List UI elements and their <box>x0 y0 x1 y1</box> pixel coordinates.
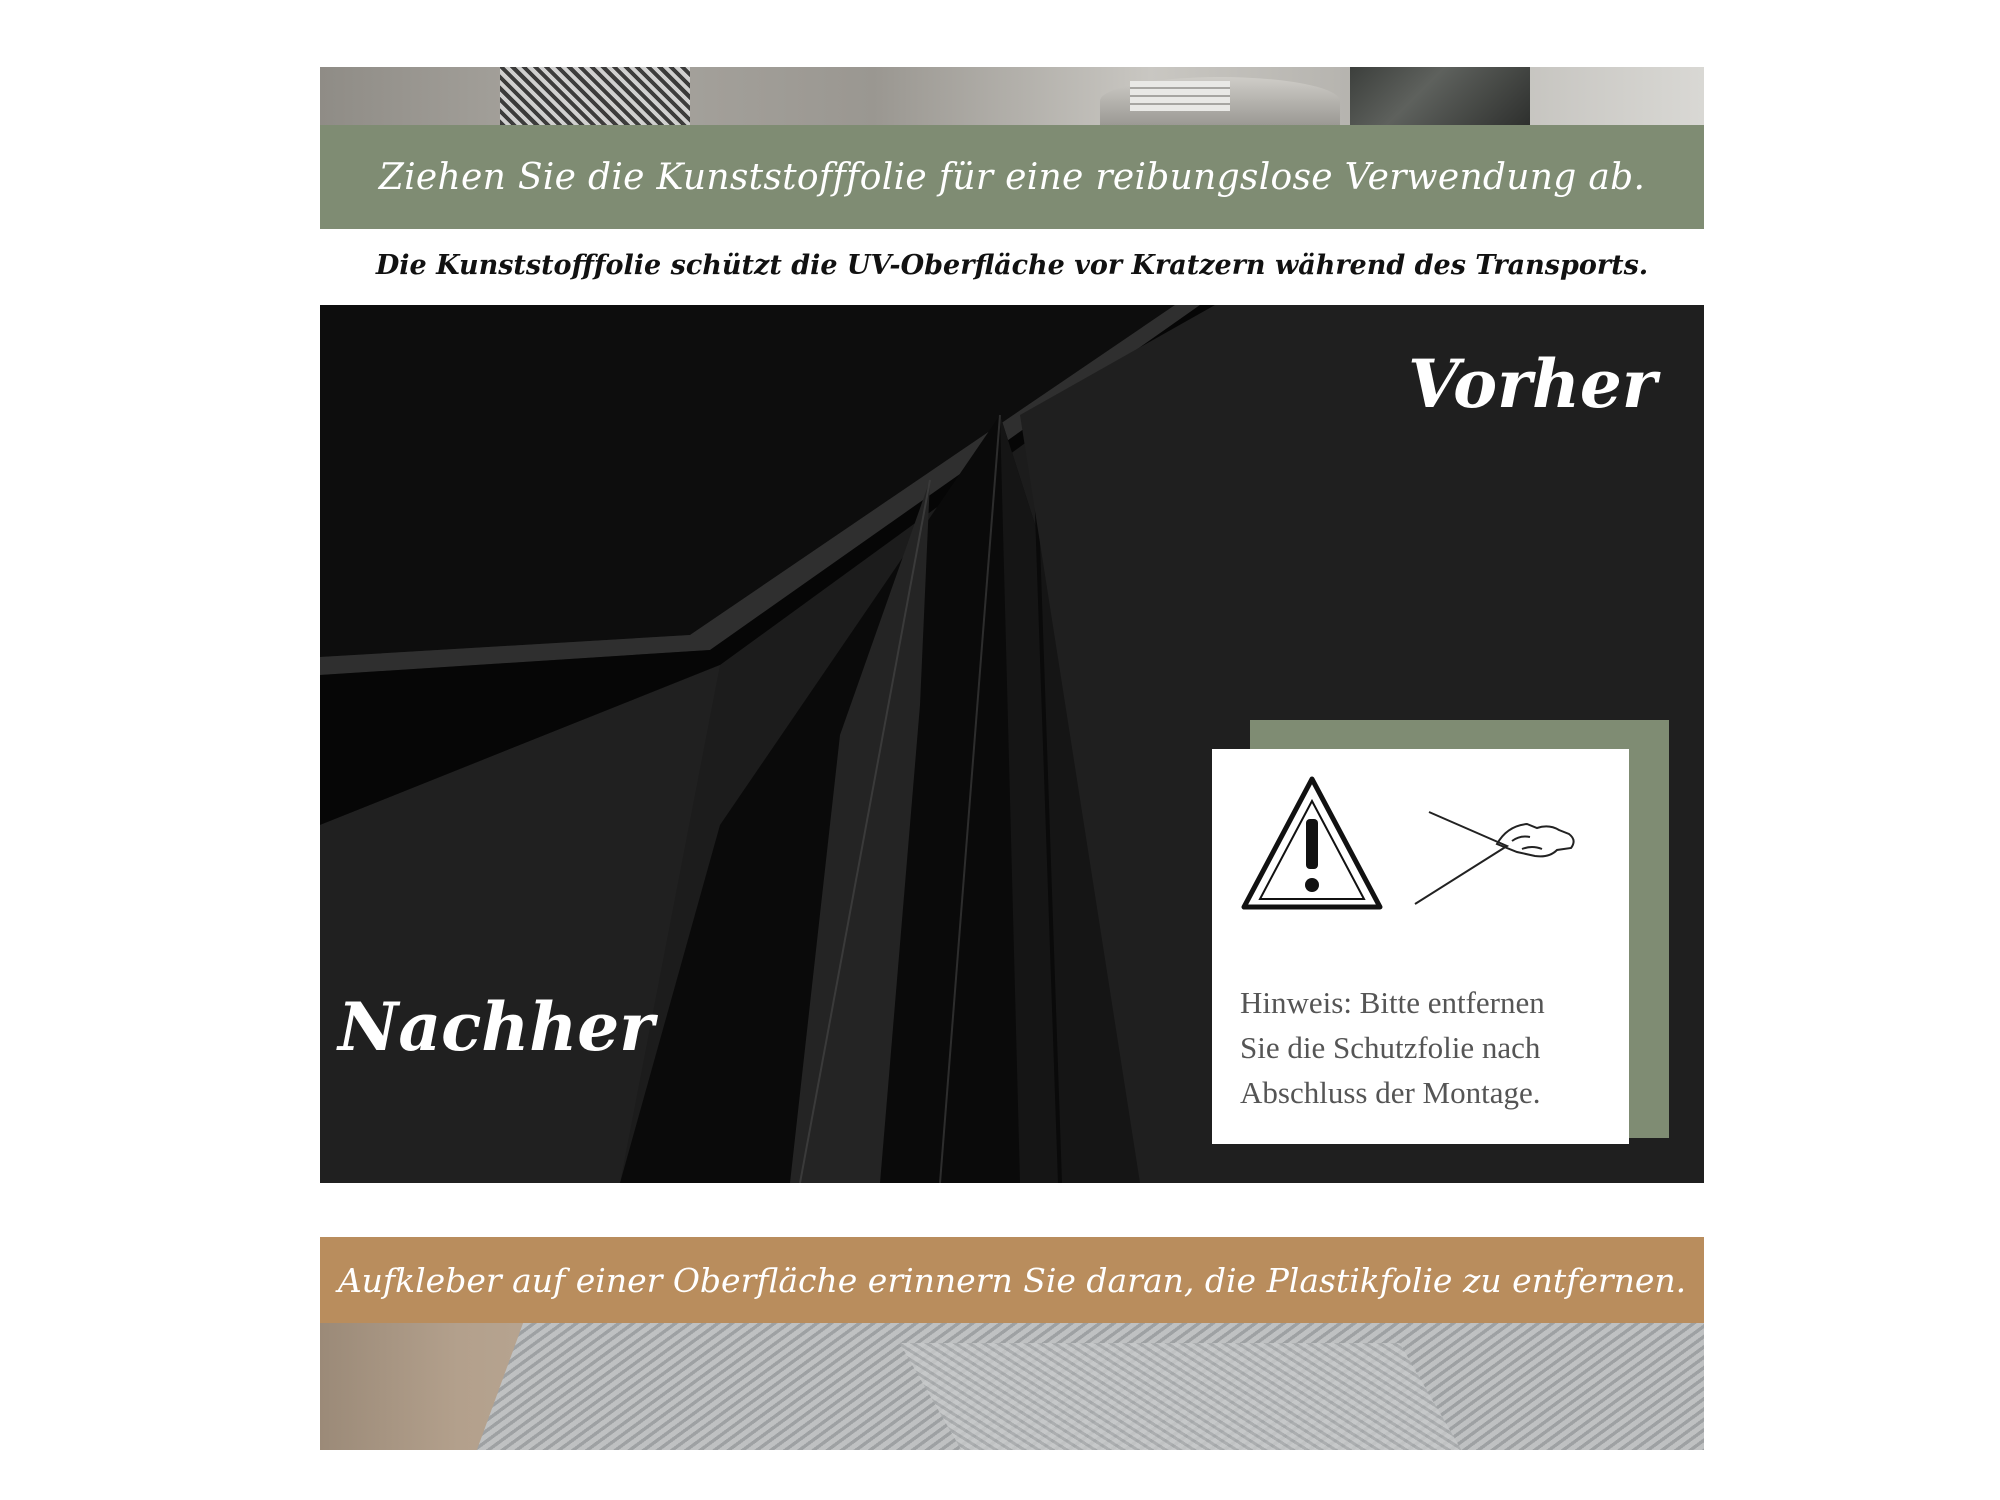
bottom-banner-text: Aufkleber auf einer Oberfläche erinnern Sie daran, die Plastikfolie zu entfernen. <box>337 1260 1687 1300</box>
after-label: Nachher <box>338 988 655 1066</box>
top-banner <box>320 125 1704 229</box>
houndstooth-pillow-image <box>500 67 690 125</box>
before-label: Vorher <box>1408 345 1657 423</box>
top-banner-text: Ziehen Sie die Kunststofffolie für eine reibungslose Verwendung ab. <box>378 156 1646 198</box>
warning-triangle-icon <box>1244 779 1380 907</box>
subtitle: Die Kunststofffolie schützt die UV-Oberfläche vor Kratzern während des Transports. <box>375 250 1649 281</box>
rug-pattern-image <box>900 1343 1481 1450</box>
notice-text <box>1240 980 1620 1115</box>
notice-line: Abschluss der Montage. <box>1240 1075 1541 1110</box>
peel-film-hand-icon <box>1415 812 1574 904</box>
bottom-rug-photo <box>320 1323 1704 1450</box>
top-room-photo <box>320 67 1704 125</box>
notice-line: Hinweis: Bitte entfernen <box>1240 985 1545 1020</box>
bottom-banner <box>320 1237 1704 1323</box>
notice-line: Sie die Schutzfolie nach <box>1240 1030 1541 1065</box>
books-image <box>1130 81 1230 111</box>
marble-panel-image <box>1350 67 1530 125</box>
notice-icons <box>1212 749 1629 949</box>
